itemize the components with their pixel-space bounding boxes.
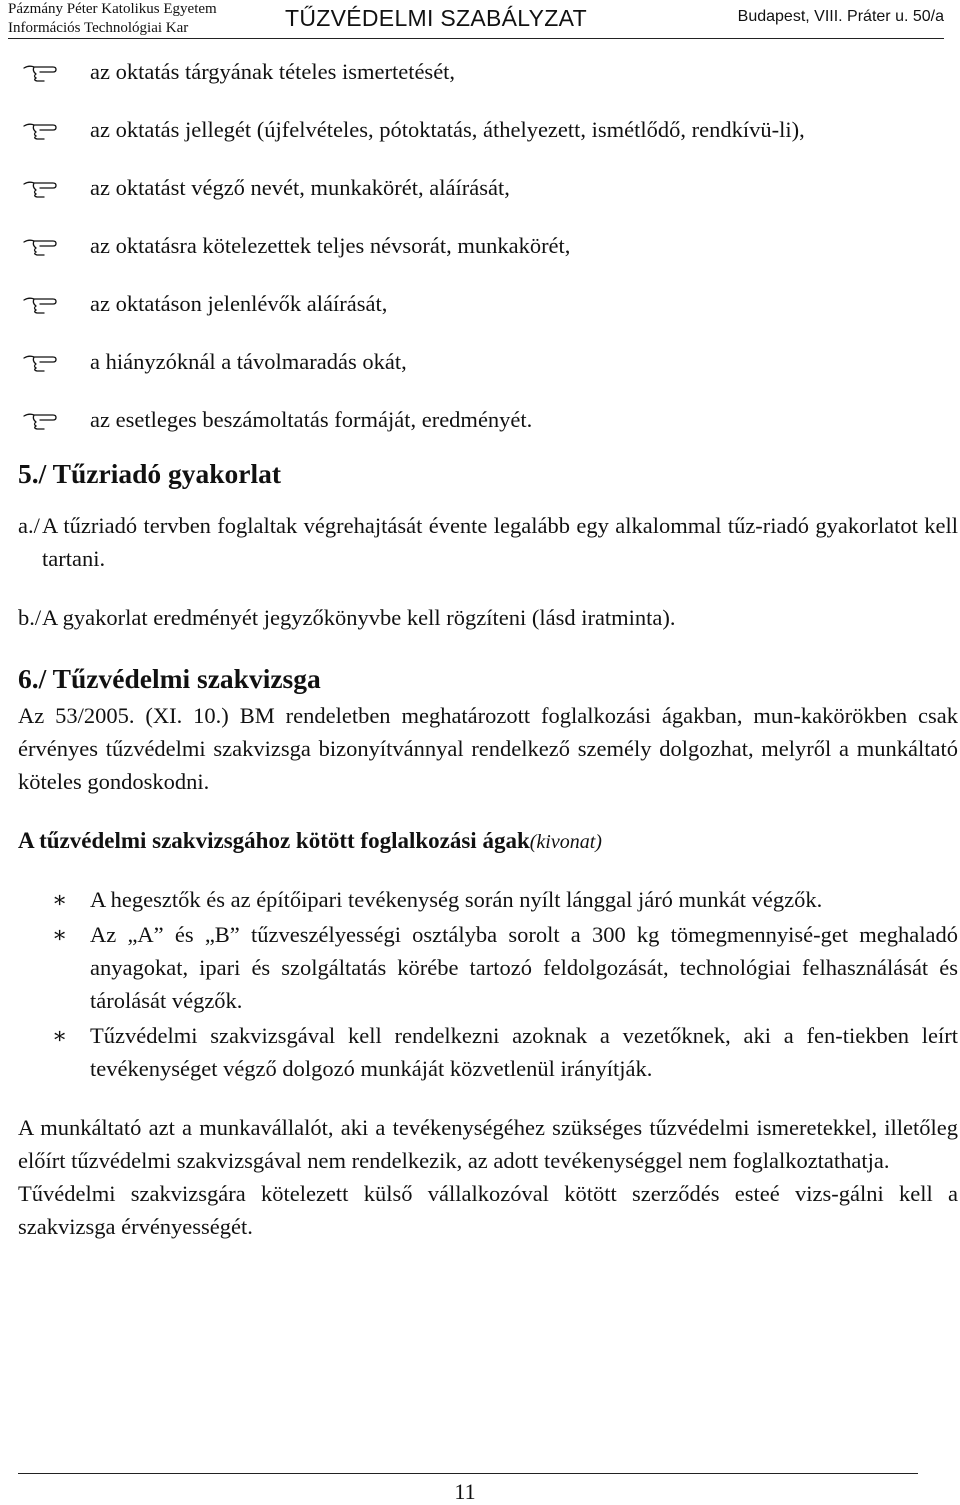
list-item: [18, 883, 958, 916]
item-b-text: A gyakorlat eredményét jegyzőkönyvbe kell rögzíteni (lásd iratminta).: [42, 605, 676, 630]
header-address: Budapest, VIII. Práter u. 50/a: [737, 8, 944, 25]
section-5-item-b: [18, 601, 958, 634]
list-item-text: az oktatást végző nevét, munkakörét, aláírását,: [90, 175, 510, 200]
branches-heading: [18, 824, 958, 859]
list-item-text: az oktatás jellegét (újfelvételes, pótoktatás, áthelyezett, ismétlődő, rendkívü-li),: [90, 117, 805, 142]
header-organization: [8, 0, 217, 38]
list-item-text: az oktatásra kötelezettek teljes névsorát, munkakörét,: [90, 233, 571, 258]
list-item: [18, 403, 958, 436]
list-item: [18, 287, 958, 320]
branches-heading-text: A tűzvédelmi szakvizsgához kötött foglalkozási ágak: [18, 828, 530, 853]
pointing-hand-icon: [20, 237, 58, 257]
list-item: [18, 1019, 958, 1085]
branches-heading-tail: (kivonat): [529, 831, 602, 853]
list-item-text: az esetleges beszámoltatás formáját, eredményét.: [90, 407, 533, 432]
pointing-hand-icon: [20, 121, 58, 141]
pointing-hand-icon: [20, 295, 58, 315]
asterisk-icon: ∗: [52, 887, 68, 912]
item-a-text: A tűzriadó tervben foglaltak végrehajtását évente legalább egy alkalommal tűz-riadó gyakorlatot kell tartani.: [42, 513, 958, 571]
closing-paragraph-2: Tűvédelmi szakvizsgára kötelezett külső vállalkozóval kötött szerződés esteé vizs-gálni kell a szakvizsga érvényességét.: [18, 1181, 958, 1239]
header-title: TŰZVÉDELMI SZABÁLYZAT: [285, 5, 587, 31]
item-a-label: a./: [18, 513, 40, 538]
branches-list: [18, 883, 958, 1085]
list-item: [18, 918, 958, 1017]
section-5-item-a: [18, 509, 958, 575]
list-item: [18, 113, 958, 146]
list-item-text: a hiányzóknál a távolmaradás okát,: [90, 349, 407, 374]
list-item: [18, 345, 958, 378]
pointing-hand-icon: [20, 411, 58, 431]
list-item-text: az oktatás tárgyának tételes ismertetését,: [90, 59, 456, 84]
asterisk-icon: ∗: [52, 1023, 68, 1048]
header-org-line2: Információs Technológiai Kar: [8, 20, 189, 36]
list-item: [18, 171, 958, 204]
list-item-text: A hegesztők és az építőipari tevékenység során nyílt lánggal járó munkát végzők.: [90, 887, 823, 912]
pointing-hand-icon: [20, 353, 58, 373]
list-item-text: Tűzvédelmi szakvizsgával kell rendelkezni azoknak a vezetőknek, aki a fen-tiekben leírt tevékenységet végző dolgozó munkáját közvetlenül irányítják.: [90, 1023, 958, 1081]
section-6-title: 6./ Tűzvédelmi szakvizsga: [18, 663, 321, 694]
page-number: 11: [454, 1479, 476, 1504]
asterisk-icon: ∗: [52, 922, 68, 947]
section-6-text: Az 53/2005. (XI. 10.) BM rendeletben meghatározott foglalkozási ágakban, mun-kakörökben csak érvényes tűzvédelmi szakvizsga bizonyítvánnyal rendelkező személy dolgozhat, melyről a munkáltató köteles gondoskodni.: [18, 703, 958, 794]
item-b-label: b./: [18, 605, 42, 630]
footer-divider: [18, 1473, 918, 1474]
header-org-line1: Pázmány Péter Katolikus Egyetem: [8, 1, 217, 17]
list-item: [18, 55, 958, 88]
bullet-list: [18, 55, 958, 436]
section-5-title: 5./ Tűzriadó gyakorlat: [18, 458, 282, 489]
list-item-text: az oktatáson jelenlévők aláírását,: [90, 291, 388, 316]
pointing-hand-icon: [20, 63, 58, 83]
page-header: [0, 0, 960, 40]
closing-paragraph-1: A munkáltató azt a munkavállalót, aki a tevékenységéhez szükséges tűzvédelmi ismeretekkel, illetőleg előírt tűzvédelmi szakvizsgával nem rendelkezik, az adott tevékenységgel nem foglalkoztathatja.: [18, 1115, 958, 1173]
pointing-hand-icon: [20, 179, 58, 199]
list-item: [18, 229, 958, 262]
header-divider: [8, 38, 944, 39]
list-item-text: Az „A” és „B” tűzveszélyességi osztályba sorolt a 300 kg tömegmennyisé-get meghaladó anyagokat, ipari és szolgáltatás körébe tartozó feldolgozását, technológiai felhasználását és tárolását végzők.: [90, 922, 958, 1013]
document-body: [18, 55, 958, 1243]
